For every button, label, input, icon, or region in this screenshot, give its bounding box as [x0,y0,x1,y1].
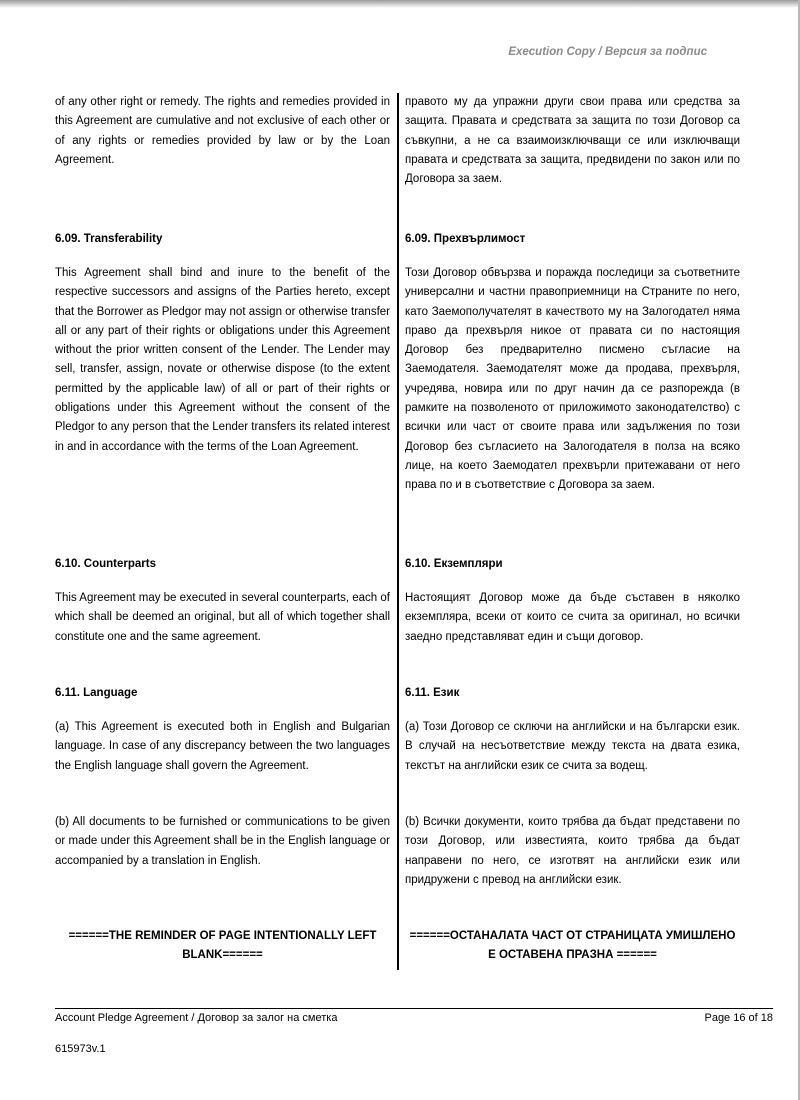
en-paragraph-6-09: This Agreement shall bind and inure to the benefit of the respective successors and assigns of the Parties hereto, except that the Borrower as Pledgor may not assign or otherwise transfer all or any part of their rights or obligations under this Agreement without the prior written consent of the Lender. The Lender may sell, transfer, assign, novate or otherwise dispose (to the extent permitted by the applicable law) of all or part of their rights or obligations under this Agreement without the consent of the Pledgor to any person that the Lender transfers its related interest in and in accordance with the terms of the Loan Agreement. [55,267,390,453]
bg-heading-6-09: 6.09. Прехвърлимост [405,233,526,245]
en-heading-6-09: 6.09. Transferability [55,233,163,245]
en-paragraph-6-11-a: (a) This Agreement is executed both in English and Bulgarian language. In case of any discrepancy between the two languages the English language shall govern the Agreement. [55,721,390,772]
bg-intro-paragraph: правото му да упражни други свои права или средства за защита. Правата и средствата за защита по този Договор са съвкупни, а не са взаимоизключващи се или изключващи правата и средствата за защита, предвидени по закон или по Договора за заем. [405,96,740,186]
en-paragraph-6-11-b: (b) All documents to be furnished or communications to be given or made under this Agreement shall be in the English language or accompanied by a translation in English. [55,816,390,867]
en-blank-page-note: ======THE REMINDER OF PAGE INTENTIONALLY LEFT BLANK====== [68,930,377,962]
bg-paragraph-6-10: Настоящият Договор може да бъде съставен в няколко екземпляра, всеки от които се счита за оригинал, но всички заедно представляват един и същи договор. [405,592,740,643]
execution-copy-header: Execution Copy / Версия за подпис [508,46,707,58]
en-heading-6-11: 6.11. Language [55,687,138,699]
footer-document-title: Account Pledge Agreement / Договор за залог на сметка [55,1012,338,1024]
footer-rule [55,1008,773,1009]
en-paragraph-6-10: This Agreement may be executed in several counterparts, each of which shall be deemed an original, but all of which together shall constitute one and the same agreement. [55,592,390,643]
page-number: Page 16 of 18 [704,1012,773,1024]
column-divider [397,93,399,970]
bg-paragraph-6-11-a: (a) Този Договор се сключи на английски и на български език. В случай на несъответствие между текста на двата езика, текстът на английски език се счита за водещ. [405,721,740,772]
bg-paragraph-6-11-b: (b) Всички документи, които трябва да бъдат представени по този Договор, или известията, които трябва да бъдат направени по него, се изготвят на английски език или придружени с превод на английски език. [405,816,740,886]
document-id: 615973v.1 [55,1043,106,1055]
bg-paragraph-6-09: Този Договор обвързва и поражда последици за съответните универсални и частни правоприемници на Страните по него, като Заемополучателят в качеството му на Залогодател няма право да прехвърля никое от правата си по настоящия Договор без предварително писмено съгласие на Заемодателя. Заемодателят може да продава, прехвърля, учредява, новира или по друг начин да се разпорежда (в рамките на позволеното от приложимото законодателство) с всички или част от своите права или задължения по този Договор без съгласието на Залогодателя в полза на всяко лице, на което Заемодател прехвърли притежавани от него права по и в съответствие с Договора за заем. [405,267,740,492]
window-top-shadow [0,0,800,8]
bg-heading-6-10: 6.10. Екземпляри [405,558,503,570]
bg-heading-6-11: 6.11. Език [405,687,460,699]
en-intro-paragraph: of any other right or remedy. The rights and remedies provided in this Agreement are cumulative and not exclusive of each other or of any rights or remedies provided by law or by the Loan Agreement. [55,96,390,166]
en-heading-6-10: 6.10. Counterparts [55,558,156,570]
bg-blank-page-note: ======ОСТАНАЛАТА ЧАСТ ОТ СТРАНИЦАТА УМИШЛЕНО Е ОСТАВЕНА ПРАЗНА ====== [409,930,736,962]
